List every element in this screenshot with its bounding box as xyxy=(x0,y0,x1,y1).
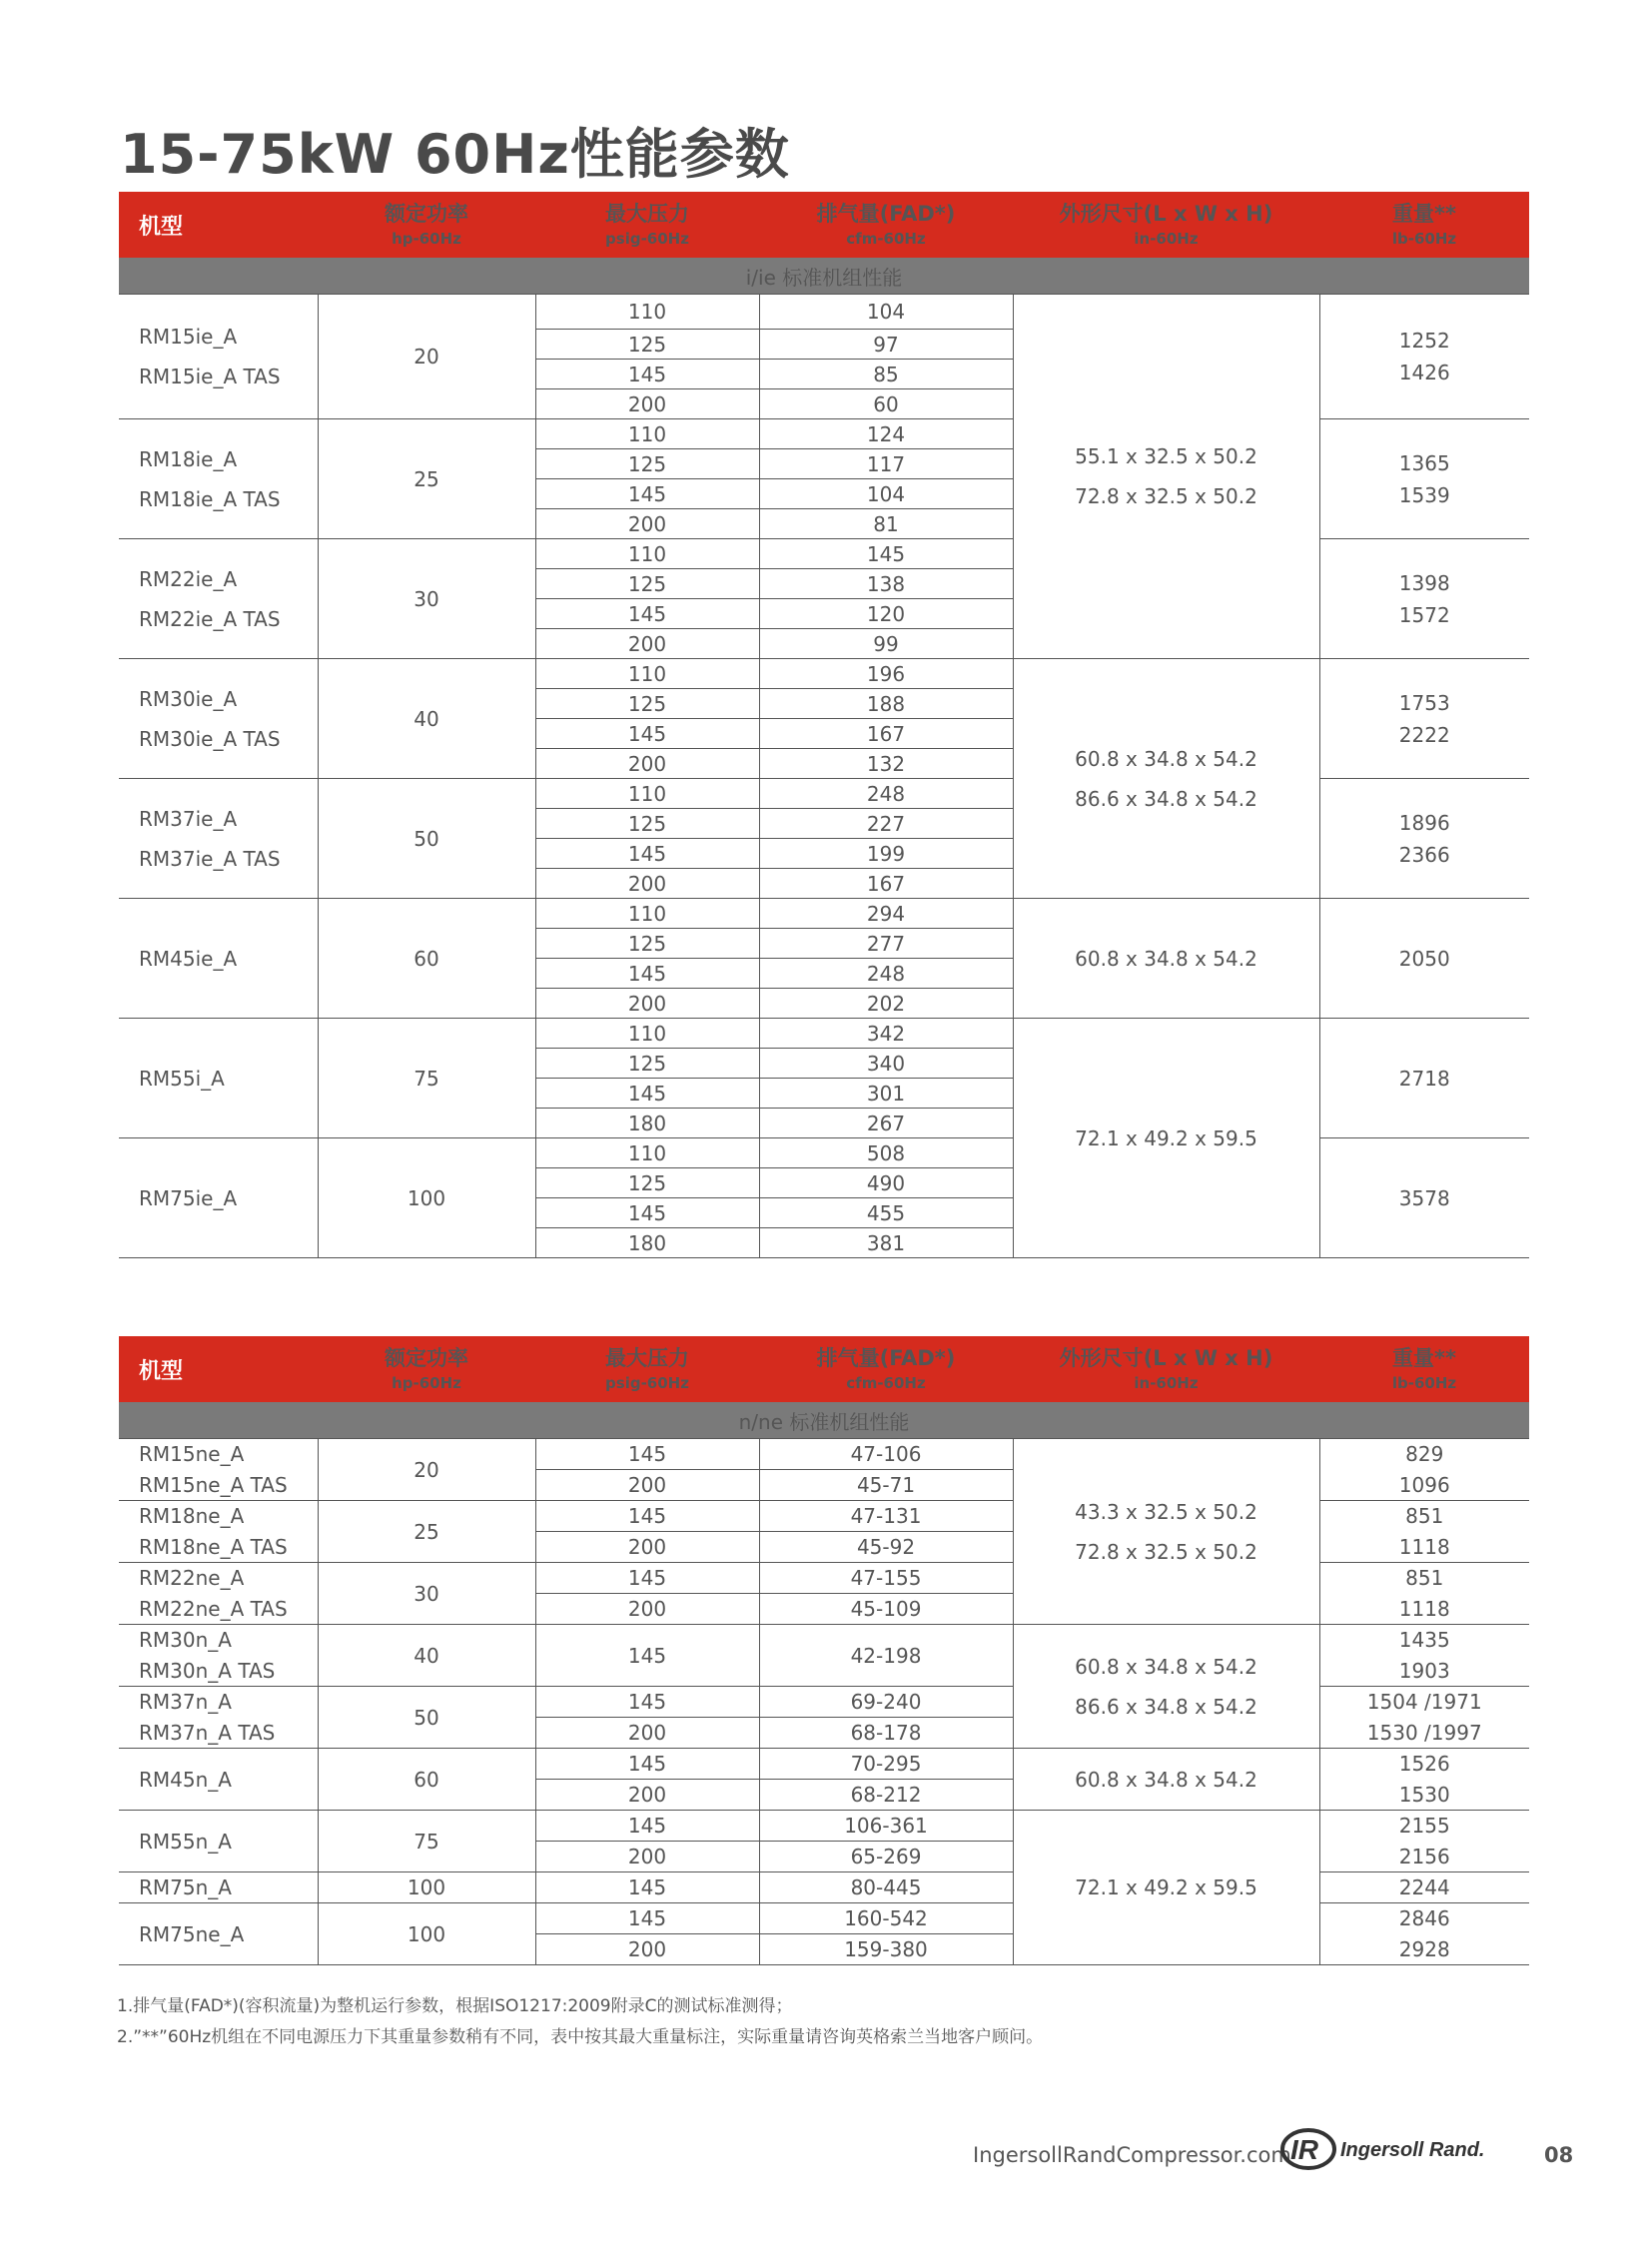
header-power-label: 额定功率 xyxy=(385,1346,468,1370)
cell-line: 55.1 x 32.5 x 50.2 xyxy=(1075,444,1257,468)
cell-line: 2222 xyxy=(1398,722,1450,747)
pressure-cell: 145 xyxy=(535,1563,759,1594)
fad-cell: 85 xyxy=(759,360,1013,389)
fad-cell: 124 xyxy=(759,419,1013,449)
cell-line: RM18ie_A xyxy=(139,446,238,471)
fad-cell: 196 xyxy=(759,659,1013,689)
pressure-cell: 200 xyxy=(535,509,759,539)
fad-cell: 68-178 xyxy=(759,1718,1013,1749)
cell-line: 72.8 x 32.5 x 50.2 xyxy=(1075,484,1257,508)
model-cell xyxy=(119,539,318,659)
pressure-cell: 110 xyxy=(535,659,759,689)
table-row xyxy=(119,1749,1529,1780)
weight-cell: 851 xyxy=(1319,1501,1529,1532)
table-bottom-rule xyxy=(119,1965,1529,1966)
cell-line: 1426 xyxy=(1398,361,1450,384)
fad-cell: 47-106 xyxy=(759,1439,1013,1470)
cell-line: 72.1 x 49.2 x 59.5 xyxy=(1075,1125,1257,1150)
header-power-unit: hp-60Hz xyxy=(392,1374,461,1392)
svg-text:IR: IR xyxy=(1290,2134,1318,2165)
model-cell: RM37n_A TAS xyxy=(139,1720,276,1745)
fad-cell: 117 xyxy=(759,449,1013,479)
fad-cell: 120 xyxy=(759,599,1013,629)
pressure-cell: 180 xyxy=(535,1109,759,1138)
pressure-cell: 200 xyxy=(535,1780,759,1811)
fad-cell: 199 xyxy=(759,839,1013,869)
pressure-cell: 125 xyxy=(535,929,759,959)
header-pressure-unit: psig-60Hz xyxy=(605,1374,689,1392)
header-dim xyxy=(1013,192,1319,258)
fad-cell: 167 xyxy=(759,719,1013,749)
section-label: n/ne 标准机组性能 xyxy=(119,1402,1529,1439)
model-cell: RM18ne_A xyxy=(119,1501,318,1532)
header-weight xyxy=(1319,1336,1529,1402)
dimension-cell xyxy=(1013,1749,1319,1811)
cell-line: 1398 xyxy=(1398,570,1450,595)
model-cell xyxy=(119,295,318,419)
dimension-cell xyxy=(1013,1019,1319,1258)
cell-line: 1252 xyxy=(1398,329,1450,353)
weight-cell: 1530 /1997 xyxy=(1319,1718,1529,1749)
weight-cell: 1504 /1971 xyxy=(1319,1687,1529,1718)
model-cell: RM30n_A TAS xyxy=(139,1658,276,1683)
pressure-cell: 145 xyxy=(535,1501,759,1532)
weight-cell xyxy=(1319,779,1529,899)
ingersoll-rand-logo xyxy=(1280,2125,1500,2173)
hp-cell: 50 xyxy=(318,779,535,899)
footer-url[interactable]: IngersollRandCompressor.com xyxy=(973,2143,1291,2167)
hp-cell: 25 xyxy=(318,419,535,539)
cell-line: 86.6 x 34.8 x 54.2 xyxy=(1075,1694,1257,1719)
cell-line: RM22ie_A xyxy=(139,566,238,591)
header-pressure xyxy=(535,1336,759,1402)
fad-cell: 97 xyxy=(759,330,1013,360)
model-cell: RM22ne_A xyxy=(119,1563,318,1594)
cell-line: RM55i_A xyxy=(139,1066,225,1091)
brand-name: Ingersoll Rand. xyxy=(1340,2139,1485,2161)
cell-line: 1896 xyxy=(1398,810,1450,835)
fad-cell: 45-109 xyxy=(759,1594,1013,1625)
dimension-cell xyxy=(1013,659,1319,899)
pressure-cell: 145 xyxy=(535,1439,759,1470)
model-cell: RM15ne_A xyxy=(119,1439,318,1470)
pressure-cell: 200 xyxy=(535,389,759,419)
fad-cell: 248 xyxy=(759,959,1013,989)
weight-cell: 1526 xyxy=(1319,1749,1529,1780)
dimension-cell xyxy=(1013,295,1319,659)
table-row xyxy=(119,1439,1529,1470)
header-fad xyxy=(759,192,1013,258)
pressure-cell: 125 xyxy=(535,449,759,479)
hp-cell: 100 xyxy=(318,1138,535,1258)
cell-line: 1365 xyxy=(1398,450,1450,475)
pressure-cell: 145 xyxy=(535,839,759,869)
weight-cell xyxy=(1319,1138,1529,1258)
table-row xyxy=(119,1019,1529,1049)
cell-line: 60.8 x 34.8 x 54.2 xyxy=(1075,1654,1257,1679)
header-pressure xyxy=(535,192,759,258)
fad-cell: 81 xyxy=(759,509,1013,539)
hp-cell: 25 xyxy=(318,1501,535,1563)
pressure-cell: 145 xyxy=(535,719,759,749)
fad-cell: 80-445 xyxy=(759,1872,1013,1903)
pressure-cell: 200 xyxy=(535,1934,759,1965)
hp-cell: 100 xyxy=(318,1872,535,1903)
model-cell: RM75ne_A xyxy=(119,1903,318,1965)
header-model xyxy=(119,192,318,258)
hp-cell: 40 xyxy=(318,659,535,779)
weight-cell: 2928 xyxy=(1319,1934,1529,1965)
model-cell xyxy=(119,659,318,779)
fad-cell: 490 xyxy=(759,1168,1013,1198)
model-cell xyxy=(119,899,318,1019)
cell-line: RM30ie_A xyxy=(139,686,238,711)
page-title: 15-75kW 60Hz性能参数 xyxy=(120,123,790,186)
weight-cell: 1118 xyxy=(1319,1594,1529,1625)
header-power xyxy=(318,1336,535,1402)
model-cell: RM75n_A xyxy=(119,1872,318,1903)
cell-line: 86.6 x 34.8 x 54.2 xyxy=(1075,786,1257,811)
dimension-cell xyxy=(1013,1625,1319,1749)
weight-cell: 1096 xyxy=(1319,1470,1529,1501)
weight-cell: 1903 xyxy=(1319,1656,1529,1687)
pressure-cell: 200 xyxy=(535,1842,759,1872)
fad-cell: 47-155 xyxy=(759,1563,1013,1594)
pressure-cell: 125 xyxy=(535,689,759,719)
dimension-cell xyxy=(1013,899,1319,1019)
hp-cell: 30 xyxy=(318,1563,535,1625)
header-fad-unit: cfm-60Hz xyxy=(846,230,926,248)
fad-cell: 65-269 xyxy=(759,1842,1013,1872)
hp-cell: 60 xyxy=(318,899,535,1019)
model-cell xyxy=(119,779,318,899)
fad-cell: 159-380 xyxy=(759,1934,1013,1965)
fad-cell: 188 xyxy=(759,689,1013,719)
pressure-cell: 145 xyxy=(535,1811,759,1842)
header-dim-label: 外形尺寸(L x W x H) xyxy=(1059,1346,1273,1370)
header-pressure-unit: psig-60Hz xyxy=(605,230,689,248)
weight-cell xyxy=(1319,539,1529,659)
fad-cell: 342 xyxy=(759,1019,1013,1049)
fad-cell: 381 xyxy=(759,1228,1013,1258)
fad-cell: 60 xyxy=(759,389,1013,419)
table-header-row xyxy=(119,192,1529,258)
header-power-unit: hp-60Hz xyxy=(392,230,461,248)
hp-cell: 100 xyxy=(318,1903,535,1965)
cell-line: RM18ie_A TAS xyxy=(139,486,281,511)
fad-cell: 104 xyxy=(759,479,1013,509)
pressure-cell: 110 xyxy=(535,779,759,809)
fad-cell: 202 xyxy=(759,989,1013,1019)
weight-cell: 1118 xyxy=(1319,1532,1529,1563)
pressure-cell: 125 xyxy=(535,569,759,599)
header-weight-unit: lb-60Hz xyxy=(1391,1374,1457,1392)
page-number: 08 xyxy=(1544,2143,1574,2167)
cell-line: 2718 xyxy=(1398,1066,1450,1091)
pressure-cell: 200 xyxy=(535,629,759,659)
fad-cell: 340 xyxy=(759,1049,1013,1079)
section-row xyxy=(119,1402,1529,1439)
hp-cell: 60 xyxy=(318,1749,535,1811)
header-pressure-label: 最大压力 xyxy=(605,1346,689,1370)
header-fad-unit: cfm-60Hz xyxy=(846,1374,926,1392)
pressure-cell: 200 xyxy=(535,1718,759,1749)
header-fad-label: 排气量(FAD*) xyxy=(816,1346,956,1370)
footnote-2: 2.”**”60Hz机组在不同电源压力下其重量参数稍有不同，表中按其最大重量标注，实际重量请咨询英格索兰当地客户顾问。 xyxy=(117,2027,1044,2047)
hp-cell: 40 xyxy=(318,1625,535,1687)
fad-cell: 99 xyxy=(759,629,1013,659)
fad-cell: 132 xyxy=(759,749,1013,779)
weight-cell: 1435 xyxy=(1319,1625,1529,1656)
fad-cell: 104 xyxy=(759,295,1013,330)
fad-cell: 508 xyxy=(759,1138,1013,1168)
pressure-cell: 110 xyxy=(535,419,759,449)
pressure-cell: 200 xyxy=(535,1470,759,1501)
model-cell: RM30n_A xyxy=(119,1625,318,1656)
header-weight xyxy=(1319,192,1529,258)
fad-cell: 45-71 xyxy=(759,1470,1013,1501)
spec-table-ie xyxy=(119,192,1529,1258)
fad-cell: 294 xyxy=(759,899,1013,929)
header-dim-unit: in-60Hz xyxy=(1134,230,1199,248)
pressure-cell: 110 xyxy=(535,1138,759,1168)
cell-line: 1753 xyxy=(1398,690,1450,715)
fad-cell: 106-361 xyxy=(759,1811,1013,1842)
hp-cell: 20 xyxy=(318,295,535,419)
fad-cell: 145 xyxy=(759,539,1013,569)
cell-line: RM37ie_A TAS xyxy=(139,846,281,871)
fad-cell: 160-542 xyxy=(759,1903,1013,1934)
cell-line: 2366 xyxy=(1398,842,1450,867)
cell-line: 60.8 x 34.8 x 54.2 xyxy=(1075,1767,1257,1792)
table-bottom-rule xyxy=(119,1258,1529,1259)
fad-cell: 47-131 xyxy=(759,1501,1013,1532)
hp-cell: 20 xyxy=(318,1439,535,1501)
weight-cell: 851 xyxy=(1319,1563,1529,1594)
hp-cell: 30 xyxy=(318,539,535,659)
header-weight-label: 重量** xyxy=(1392,1346,1456,1370)
header-dim-label: 外形尺寸(L x W x H) xyxy=(1059,202,1273,226)
weight-cell xyxy=(1319,1019,1529,1138)
pressure-cell: 145 xyxy=(535,360,759,389)
pressure-cell: 145 xyxy=(535,1903,759,1934)
spec-table-ne xyxy=(119,1336,1529,1965)
model-cell xyxy=(119,1138,318,1258)
header-pressure-label: 最大压力 xyxy=(605,202,689,226)
header-dim-unit: in-60Hz xyxy=(1134,1374,1199,1392)
hp-cell: 50 xyxy=(318,1687,535,1749)
model-cell xyxy=(119,1019,318,1138)
pressure-cell: 125 xyxy=(535,1168,759,1198)
hp-cell: 75 xyxy=(318,1019,535,1138)
fad-cell: 455 xyxy=(759,1198,1013,1228)
header-model xyxy=(119,1336,318,1402)
pressure-cell: 200 xyxy=(535,989,759,1019)
table-row xyxy=(119,1811,1529,1842)
cell-line: RM30ie_A TAS xyxy=(139,726,281,751)
weight-cell: 2156 xyxy=(1319,1842,1529,1872)
fad-cell: 277 xyxy=(759,929,1013,959)
cell-line: RM15ie_A xyxy=(139,325,238,349)
weight-cell: 829 xyxy=(1319,1439,1529,1470)
header-dim xyxy=(1013,1336,1319,1402)
dimension-cell xyxy=(1013,1439,1319,1625)
fad-cell: 167 xyxy=(759,869,1013,899)
cell-line: 72.1 x 49.2 x 59.5 xyxy=(1075,1875,1257,1899)
pressure-cell: 145 xyxy=(535,599,759,629)
fad-cell: 45-92 xyxy=(759,1532,1013,1563)
fad-cell: 267 xyxy=(759,1109,1013,1138)
pressure-cell: 125 xyxy=(535,809,759,839)
weight-cell xyxy=(1319,419,1529,539)
pressure-cell: 200 xyxy=(535,1594,759,1625)
pressure-cell: 145 xyxy=(535,1872,759,1903)
cell-line: 2050 xyxy=(1398,946,1450,971)
pressure-cell: 200 xyxy=(535,749,759,779)
header-model-label: 机型 xyxy=(139,1358,184,1384)
weight-cell: 2846 xyxy=(1319,1903,1529,1934)
cell-line: 3578 xyxy=(1398,1185,1450,1210)
fad-cell: 68-212 xyxy=(759,1780,1013,1811)
model-cell: RM18ne_A TAS xyxy=(139,1534,288,1559)
pressure-cell: 125 xyxy=(535,330,759,360)
cell-line: 1539 xyxy=(1398,482,1450,507)
header-weight-unit: lb-60Hz xyxy=(1391,230,1457,248)
model-cell: RM45n_A xyxy=(119,1749,318,1811)
cell-line: RM22ie_A TAS xyxy=(139,606,281,631)
model-cell xyxy=(119,419,318,539)
cell-line: 60.8 x 34.8 x 54.2 xyxy=(1075,946,1257,971)
table-row xyxy=(119,899,1529,929)
cell-line: 72.8 x 32.5 x 50.2 xyxy=(1075,1539,1257,1564)
table-row xyxy=(119,295,1529,330)
weight-cell: 2244 xyxy=(1319,1872,1529,1903)
cell-line: RM15ie_A TAS xyxy=(139,365,281,388)
fad-cell: 42-198 xyxy=(759,1625,1013,1687)
pressure-cell: 145 xyxy=(535,1198,759,1228)
weight-cell: 1530 xyxy=(1319,1780,1529,1811)
section-label: i/ie 标准机组性能 xyxy=(119,258,1529,295)
cell-line: 1572 xyxy=(1398,602,1450,627)
pressure-cell: 145 xyxy=(535,1687,759,1718)
header-power-label: 额定功率 xyxy=(385,202,468,226)
pressure-cell: 145 xyxy=(535,959,759,989)
table-row xyxy=(119,659,1529,689)
cell-line: RM45ie_A xyxy=(139,946,238,971)
weight-cell xyxy=(1319,295,1529,419)
pressure-cell: 145 xyxy=(535,1625,759,1687)
weight-cell xyxy=(1319,659,1529,779)
pressure-cell: 110 xyxy=(535,1019,759,1049)
pressure-cell: 110 xyxy=(535,295,759,330)
pressure-cell: 110 xyxy=(535,899,759,929)
table-row xyxy=(119,1625,1529,1656)
model-cell: RM22ne_A TAS xyxy=(139,1596,288,1621)
pressure-cell: 145 xyxy=(535,1749,759,1780)
weight-cell: 2155 xyxy=(1319,1811,1529,1842)
pressure-cell: 125 xyxy=(535,1049,759,1079)
header-weight-label: 重量** xyxy=(1392,202,1456,226)
pressure-cell: 200 xyxy=(535,869,759,899)
fad-cell: 69-240 xyxy=(759,1687,1013,1718)
header-fad xyxy=(759,1336,1013,1402)
header-model-label: 机型 xyxy=(139,214,184,240)
cell-line: RM37ie_A xyxy=(139,806,238,831)
footnote-1: 1.排气量(FAD*)(容积流量)为整机运行参数，根据ISO1217:2009附录C的测试标准测得； xyxy=(117,1996,793,2016)
cell-line: RM75ie_A xyxy=(139,1185,238,1210)
pressure-cell: 145 xyxy=(535,479,759,509)
cell-line: 43.3 x 32.5 x 50.2 xyxy=(1075,1499,1257,1524)
header-power xyxy=(318,192,535,258)
section-row xyxy=(119,258,1529,295)
model-cell: RM15ne_A TAS xyxy=(139,1472,288,1497)
fad-cell: 138 xyxy=(759,569,1013,599)
cell-line: 60.8 x 34.8 x 54.2 xyxy=(1075,746,1257,771)
fad-cell: 301 xyxy=(759,1079,1013,1109)
hp-cell: 75 xyxy=(318,1811,535,1872)
pressure-cell: 145 xyxy=(535,1079,759,1109)
model-cell: RM55n_A xyxy=(119,1811,318,1872)
fad-cell: 70-295 xyxy=(759,1749,1013,1780)
pressure-cell: 200 xyxy=(535,1532,759,1563)
fad-cell: 227 xyxy=(759,809,1013,839)
header-fad-label: 排气量(FAD*) xyxy=(816,202,956,226)
model-cell: RM37n_A xyxy=(119,1687,318,1718)
pressure-cell: 180 xyxy=(535,1228,759,1258)
dimension-cell xyxy=(1013,1811,1319,1965)
weight-cell xyxy=(1319,899,1529,1019)
table-header-row xyxy=(119,1336,1529,1402)
fad-cell: 248 xyxy=(759,779,1013,809)
pressure-cell: 110 xyxy=(535,539,759,569)
